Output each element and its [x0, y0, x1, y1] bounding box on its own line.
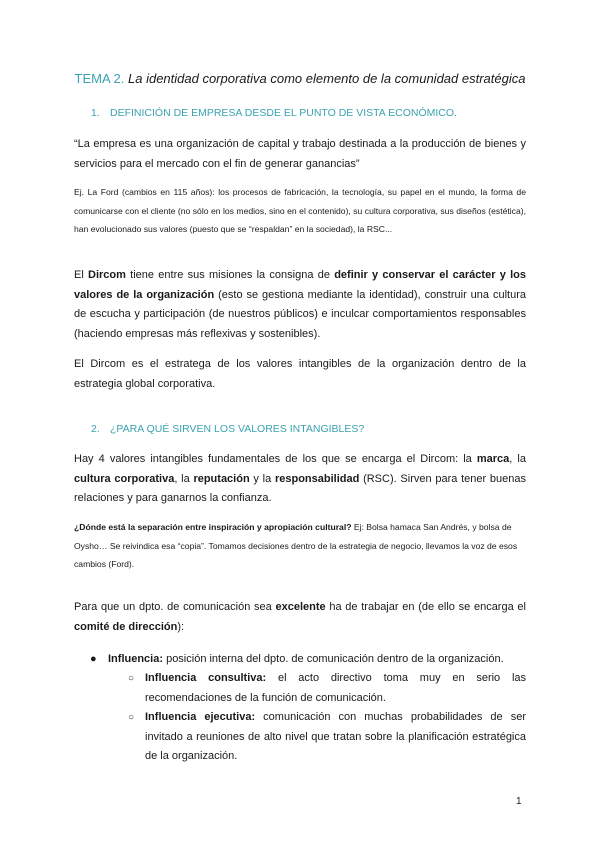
ford-example-paragraph: Ej. La Ford (cambios en 115 años): los procesos de fabricación, la tecnología, su papel en el mundo, la forma de comunicarse con el cliente (no sólo en los medios, sino en el contenido), su cultura corporativa, sus diseños (estética), han evolucionado sus valores (puesto que se “respaldan” en la sociedad), la RSC... [74, 187, 526, 235]
text-run: tiene entre sus misiones la consigna de [125, 269, 335, 281]
inspiration-paragraph [74, 518, 526, 574]
page-number: 1 [516, 796, 522, 807]
text-run: el acto directivo toma muy en serio las recomendaciones de la función de comunicación. [145, 672, 527, 704]
list-item-text [145, 708, 526, 767]
text-run: , la [174, 472, 194, 485]
quote-paragraph: “La empresa es una organización de capital y trabajo destinada a la producción de bienes y servicios para el mercado con el fin de generar ganancias” [74, 138, 526, 170]
title-subtitle: La identidad corporativa como elemento de la comunidad estratégica [128, 71, 526, 86]
text-run: y la [249, 472, 275, 485]
bold-run: ¿Dónde está la separación entre inspiración y apropiación cultural? [74, 522, 352, 532]
excellence-paragraph [74, 598, 526, 637]
circle-bullet-icon: ○ [128, 712, 135, 723]
section-heading-2 [91, 422, 364, 436]
bold-run: marca [476, 453, 510, 465]
text-run: Ej: Bolsa hamaca San Andrés, y bolsa de Oysho… Se reivindica esa “copia”. Tomamos decisiones dentro de la estrategia de negocio, llevamos la voz de esos cambios (Ford). [74, 522, 518, 570]
text-run: ha de trabajar en (de ello se encarga el [325, 601, 526, 613]
list-item-text [145, 669, 526, 708]
text-run: Para que un dpto. de comunicación sea [74, 601, 276, 613]
section-heading-1 [91, 106, 457, 120]
bold-run: responsabilidad [274, 472, 360, 485]
text-run: ): [177, 620, 185, 633]
bold-run: cultura corporativa [74, 472, 175, 485]
title-number: TEMA 2. [74, 71, 125, 86]
bold-run: excelente [275, 601, 326, 613]
text-run: , la [509, 453, 526, 465]
text-run: (RSC). Sirven para tener buenas relaciones y para ganarnos la confianza. [74, 472, 527, 504]
circle-bullet-icon: ○ [128, 673, 135, 684]
text-run: Hay 4 valores intangibles fundamentales de los que se encarga el Dircom: la [74, 453, 477, 465]
bold-run: Influencia consultiva: [145, 672, 267, 684]
dircom-missions-paragraph [74, 266, 526, 344]
bullet-icon: ● [90, 653, 97, 665]
section-number-2: 2. [91, 423, 100, 435]
bold-run: Influencia ejecutiva: [145, 711, 256, 723]
bold-run: comité de dirección [74, 620, 178, 633]
text-run: comunicación con muchas probabilidades de ser invitado a reuniones de alto nivel que tratan sobre la planificación estratégica de la organización. [145, 711, 526, 762]
list-item-text [108, 650, 526, 669]
page-title [0, 70, 600, 88]
bold-run: Influencia: [108, 653, 164, 665]
section-title-2: ¿PARA QUÉ SIRVEN LOS VALORES INTANGIBLES? [110, 423, 365, 435]
text-run: (esto se gestiona mediante la identidad), construir una cultura de escucha y participación (de nuestros públicos) e inculcar comportamientos responsables (haciendo empresas más reflexivas y sostenibles). [74, 288, 526, 340]
bold-run: reputación [193, 472, 250, 485]
bold-run: definir y conservar el carácter y los valores de la organización [74, 269, 526, 301]
text-run: El [74, 269, 89, 281]
bold-run: Dircom [88, 269, 126, 281]
section-number-1: 1. [91, 107, 100, 119]
intangibles-paragraph [74, 450, 526, 509]
dircom-strategist-paragraph: El Dircom es el estratega de los valores intangibles de la organización dentro de la estrategia global corporativa. [74, 358, 526, 390]
text-run: posición interna del dpto. de comunicación dentro de la organización. [163, 653, 504, 665]
section-title-1: DEFINICIÓN DE EMPRESA DESDE EL PUNTO DE VISTA ECONÓMICO. [110, 107, 457, 119]
